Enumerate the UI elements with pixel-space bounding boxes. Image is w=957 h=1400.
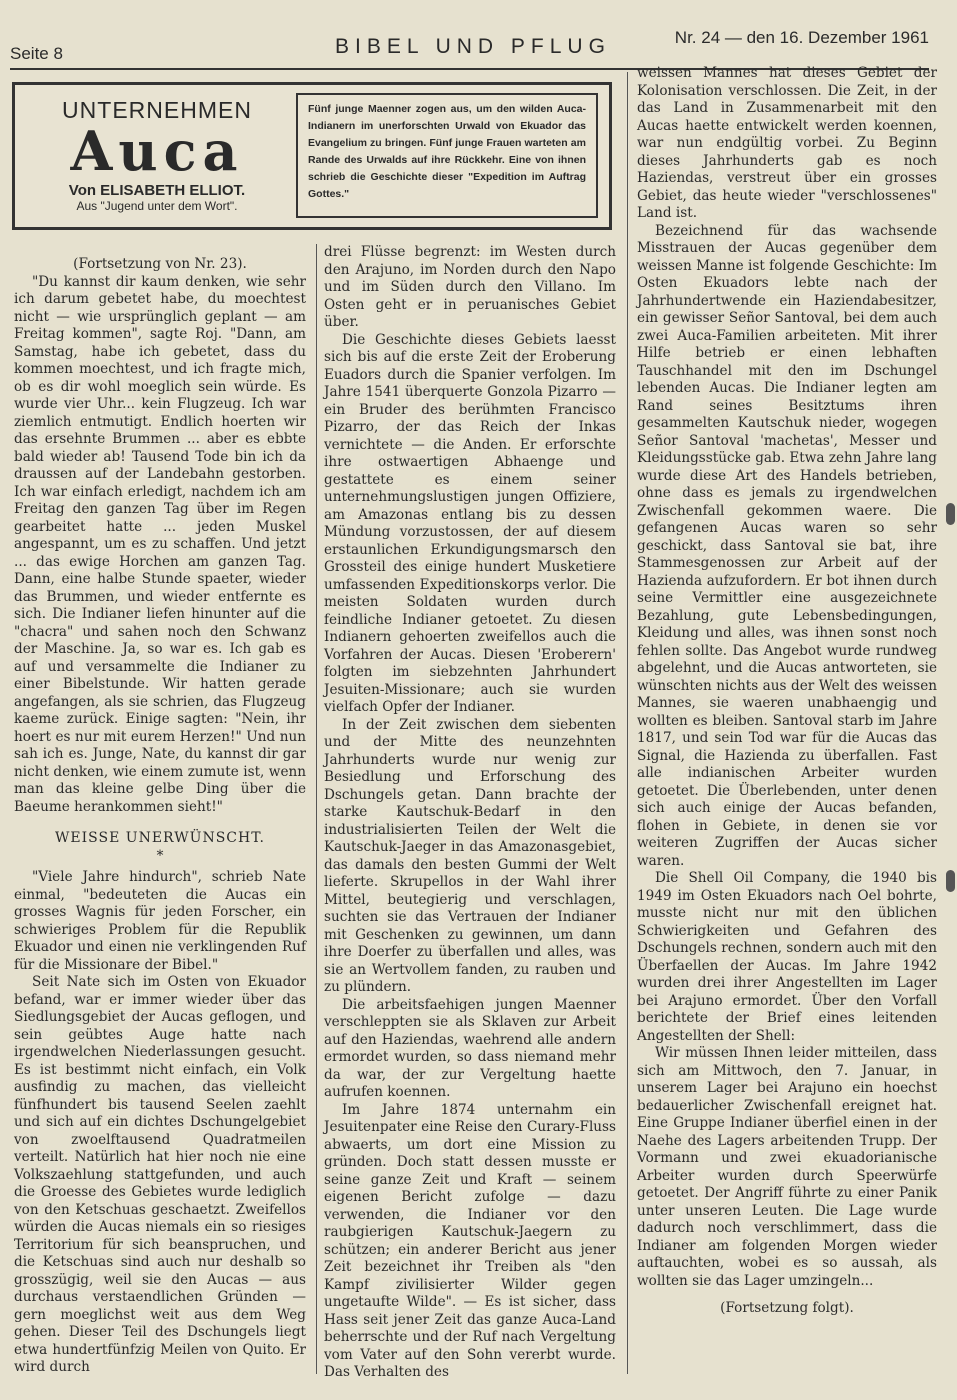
paragraph: Bezeichnend für das wachsende Misstrauen der Aucas gegenüber dem weissen Manne ist folgende Geschichte: Im Osten Ekuadors lebte nach der Jahrhundertwende ein Haziendabesitzer, ein gewisser Señor Santoval, bei dem auch zwei Auca-Familien arbeiteten. Mit ihrer Hilfe betrieb er einen lebhaften Tauschhandel mit den im Dschungel lebenden Aucas. Die Indianer legten am Rand seines Besitztums ihren gesammelten Kautschuk nieder, wogegen Señor Santoval 'machetas', Messer und Kleidungsstücke gab. Etwa zehn Jahre lang wurde diese Art des Handels betrieben, ohne dass es jemals zu irgendwelchen Zwischenfall gekommen waere. Die gefangenen Aucas waren so sehr geschickt, dass Santoval sie bat, ihre Stammesgenossen zur Arbeit auf der Hazienda aufzufordern. Er bot ihnen durch seine Vermittler eine ausgezeichnete Bezahlung, gute Lebensbedingungen, Kleidung und alles, was ihnen sonst noch fehlen sollte. Das Angebot wurde rundweg abgelehnt, und die Aucas antworteten, sie wünschten nichts aus der Welt des weissen Mannes, sie waeren unabhaengig und wollten es bleiben. Santoval starb im Jahre 1817, und sein Tod war für die Aucas das Signal, die Hazienda zu überfallen. Fast alle indianischen Arbeiter wurden getoetet. Die Überlebenden, unter denen sich auch einige der Aucas befanden, flohen in Gebiete, in denen sie vor weiteren Zugriffen der Aucas sicher waren. xyxy=(637,222,937,869)
title-block xyxy=(23,91,291,221)
paragraph: Im Jahre 1874 unternahm ein Jesuitenpater eine Reise den Curary-Fluss abwaerts, um dort eine Mission zu gründen. Doch statt dessen musste er seine ganze Zeit und Kraft — seinem eigenen Bericht zufolge — dazu verwenden, die Indianer vor den raubgierigen Kautschuk-Jaegern zu schützen; ein anderer Bericht aus jener Zeit bezeichnet ihr Treiben als "den Kampf zivilisierter Wilder gegen ungetaufte Wilde". — Es ist sicher, dass Hass seit jener Zeit das ganze Auca-Land beherrschte und der Ruf nach Vergeltung vom Vater auf den Sohn vererbt wurde. Das Verhalten des xyxy=(324,1101,616,1380)
paragraph: weissen Mannes hat dieses Gebiet der Kolonisation verschlossen. Die Zeit, in der das Land in Zusammenarbeit mit den Aucas haette entwickelt werden koennen, war nun endgültig vorbei. Zu Beginn dieses Jahrhunderts gab es noch Haziendas, verstreut über ein grosses Gebiet, das heute wieder "verschlossenes" Land ist. xyxy=(637,65,937,221)
paragraph: "Viele Jahre hindurch", schrieb Nate einmal, "bedeuteten die Aucas ein grosses Wagnis für jeden Forscher, ein schwieriges Problem für die Republik Ekuador und einen nie verklingenden Ruf für die Missionare der Bibel." xyxy=(14,869,306,973)
page-header xyxy=(10,28,929,70)
paragraph: Die Geschichte dieses Gebiets laesst sich bis auf die erste Zeit der Eroberung Euadors durch die Spanier verfolgen. Im Jahre 1541 überquerte Gonzola Pizarro — ein Bruder des berühmten Francisco Pizarro, der das Reich der Inkas vernichtete — die Anden. Er erforschte ihre ostwaertigen Abhaenge und gestattete es einem seiner unternehmungslustigen jungen Offiziere, am Amazonas entlang bis zu dessen Mündung vorzustossen, der auf diesem erstaunlichen Erkundigungsmarsch den Grossteil des einige hundert Musketiere umfassenden Expeditionskorps verlor. Die meisten Soldaten wurden durch feindliche Indianer getoetet. Zu diesen Indianern gehoerten zweifellos auch die Vorfahren der Aucas. Diesen 'Eroberern' folgten im siebzehnten Jahrhundert Jesuiten-Missionare; auch sie wurden vielfach Opfer der Indianer. xyxy=(324,331,616,715)
article-kicker: UNTERNEHMEN xyxy=(62,97,252,123)
article-title: Auca xyxy=(70,119,244,183)
paragraph: "Du kannst dir kaum denken, wie sehr ich darum gebetet habe, du moechtest nicht — wie ursprünglich geplant — am Freitag kommen", sagte Roj. "Dann, am Samstag, habe ich gebetet, dass du kommen moechtest, und ich fragte mich, ob es dir wohl moeglich sein würde. Es wurde vier Uhr... kein Flugzeug. Ich war ziemlich entmutigt. Endlich hoerten wir das ersehnte Brummen ... aber es ebbte bald wieder ab! Tausend Tode bin ich da draussen auf der Landebahn gestorben. Ich war einfach erledigt, nachdem ich am Freitag den ganzen Tag über im Regen gearbeitet hatte ... jeden Muskel angespannt, um es zu schaffen. Und jetzt ... das ewige Horchen am ganzen Tag. Dann, eine halbe Stunde spaeter, wieder das Brummen, und wieder entfernte es sich. Die Indianer liefen hinunter auf die "chacra" und sahen noch den Schwanz der Maschine. Ja, so war es. Ich gab es auf und versammelte die Indianer zu einer Bibelstunde. Wir hatten gerade angefangen, als sie schrien, das Flugzeug kaeme zurück. Einige sagten: "Nein, ihr hoert es nur mit eurem Herzen!" Und nun sah ich es. Junge, Nate, du kannst dir gar nicht denken, wie einem zumute ist, wenn man das kleine gelbe Ding über die Baeume herankommen sieht!" xyxy=(14,273,306,815)
article-source: Aus "Jugend unter dem Wort". xyxy=(76,199,238,213)
article-title-box xyxy=(12,82,612,230)
paragraph: In der Zeit zwischen dem siebenten und der Mitte des neunzehnten Jahrhunderts wurde nur wenig zur Besiedlung und Erforschung des Dschungels getan. Dann brachte der starke Kautschuk-Bedarf in den industrialisierten Teilen der Welt die Kautschuk-Jaeger in das Amazonasgebiet, das damals den besten Gummi der Welt lieferte. Skrupellos in der Wahl ihrer Mittel, beutegierig und verschlagen, suchten sie das Vertrauen der Indianer mit Geschenken zu gewinnen, um dann ihre Doerfer zu überfallen und alles, was sie an Wertvollem fanden, zu rauben und zu plündern. xyxy=(324,716,616,995)
quoted-letter: Wir müssen Ihnen leider mitteilen, dass sich am Mittwoch, den 7. Januar, in unserem Lager bei Arajuno ein hoechst bedauerlicher Zwischenfall ereignet hat. Eine Gruppe Indianer überfiel einen in der Naehe des Lagers arbeitenden Trupp. Der Vormann und zwei ekuadorianische Arbeiter wurden durch Speerwürfe getoetet. Der Angriff führte zu einer Panik unter unseren Leuten. Die Lage wurde dadurch noch verschlimmert, dass die Indianer am folgenden Morgen wieder auftauchten, wobei es so aussah, als wollten sie das Lager umzingeln... xyxy=(637,1045,937,1289)
page-number: Seite 8 xyxy=(10,44,63,63)
text-column-2 xyxy=(324,244,616,1382)
article-author: Von ELISABETH ELLIOT. xyxy=(68,182,246,199)
newspaper-title: BIBEL UND PFLUG xyxy=(335,35,611,58)
continued-note: (Fortsetzung von Nr. 23). xyxy=(73,256,247,272)
paragraph: Die Shell Oil Company, die 1940 bis 1949 im Osten Ekuadors nach Oel bohrte, musste nicht nur mit den üblichen Schwierigkeiten und Gefahren des Dschungels rechnen, sondern auch mit den Überfaellen der Aucas. Im Jahre 1942 wurden drei ihrer Angestellten im Lager bei Arajuno ermordet. Über den Vorfall berichtete der Brief eines leitenden Angestellten der Shell: xyxy=(637,870,937,1044)
paragraph: Die arbeitsfaehigen jungen Maenner verschleppten sie als Sklaven zur Arbeit auf den Haziendas, waehrend alle andern ermordet wurden, so dass niemand mehr da war, der zur Vergeltung haette aufrufen koennen. xyxy=(324,996,616,1100)
column-divider xyxy=(627,72,628,1374)
issue-date: Nr. 24 — den 16. Dezember 1961 xyxy=(674,28,929,47)
separator-star: * xyxy=(156,847,164,864)
text-column-1 xyxy=(14,256,306,1377)
to-be-continued: (Fortsetzung folgt). xyxy=(720,1300,854,1316)
article-summary: Fünf junge Maenner zogen aus, um den wilden Auca-Indianern im unerforschten Urwald von Ekuador das Evangelium zu bringen. Fünf junge Frauen warteten am Rande des Urwalds auf ihre Rückkehr. Eine von ihnen schrieb die Geschichte dieser "Expedition im Auftrag Gottes." xyxy=(296,93,598,218)
text-column-3 xyxy=(637,65,937,1318)
paragraph: Seit Nate sich im Osten von Ekuador befand, war er immer wieder über das Siedlungsgebiet der Aucas geflogen, und sein geübtes Auge hatte nach irgendwelchen Niederlassungen gesucht. Es ist bestimmt nicht einfach, ein Volk ausfindig zu machen, das vielleicht fünfhundert bis tausend Seelen zaehlt und sich auf ein dichtes Dschungelgebiet von zwoelftausend Quadratmeilen verteilt. Natürlich hat hier noch nie eine Volkszaehlung stattgefunden, und auch die Groesse des Gebietes wurde lediglich von den Ketschuas geschaetzt. Zweifellos würden die Aucas niemals ein so riesiges Territorium für sich beanspruchen, und die Ketschuas sind auch nur deshalb so grosszügig, weil sie den Aucas — aus durchaus verstaendlichen Gründen — gern moeglichst weit aus dem Weg gehen. Dieser Teil des Dschungels liegt etwa hundertfünfzig Meilen von Quito. Er wird durch xyxy=(14,974,306,1375)
paragraph: drei Flüsse begrenzt: im Westen durch den Arajuno, im Norden durch den Napo und im Süden durch den Villano. Im Osten geht er in peruanisches Gebiet über. xyxy=(324,244,616,330)
binding-hole-mark xyxy=(946,870,955,892)
binding-hole-mark xyxy=(946,503,955,525)
subheading: WEISSE UNERWÜNSCHT. xyxy=(55,830,265,846)
column-divider xyxy=(316,244,317,1374)
